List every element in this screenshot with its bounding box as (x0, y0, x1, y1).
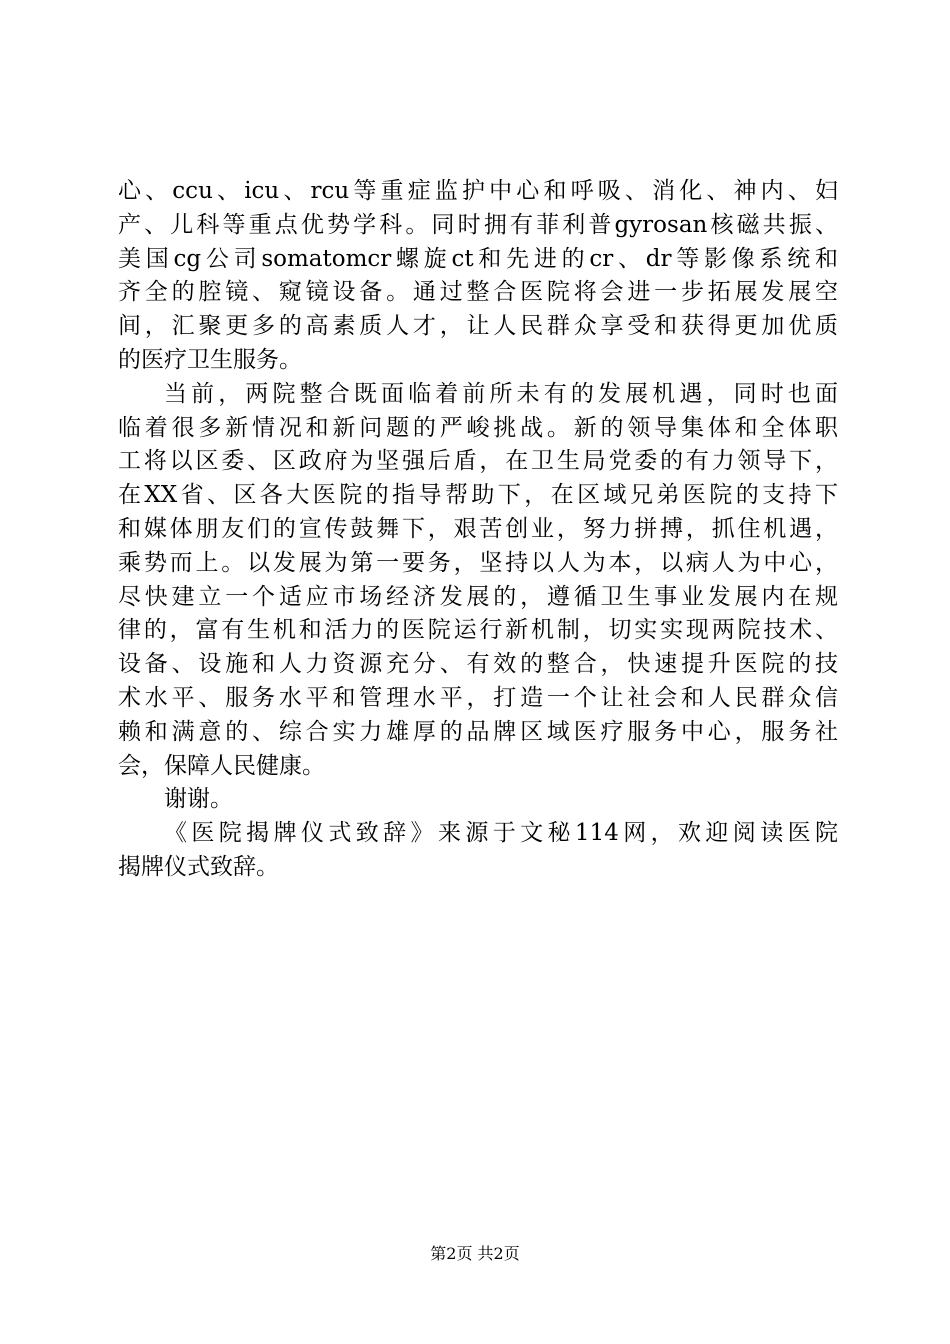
text-line: 间，汇聚更多的高素质人才，让人民群众享受和获得更加优质 (118, 313, 838, 340)
text-line: 《医院揭牌仪式致辞》来源于文秘114网，欢迎阅读医院 (164, 820, 838, 847)
text-line: 律的，富有生机和活力的医院运行新机制，切实实现两院技术、 (118, 617, 838, 644)
text-line: 尽快建立一个适应市场经济发展的，遵循卫生事业发展内在规 (118, 583, 838, 610)
page-number-footer: 第2页 共2页 (430, 1244, 520, 1263)
text-line: 工将以区委、区政府为坚强后盾，在卫生局党委的有力领导下， (118, 448, 838, 475)
text-line: 和媒体朋友们的宣传鼓舞下，艰苦创业，努力拼搏，抓住机遇， (118, 515, 838, 542)
text-line: 心、ccu、icu、rcu等重症监护中心和呼吸、消化、神内、妇 (118, 178, 838, 204)
paragraph-source-note (118, 817, 838, 885)
paragraph-integration-challenges (118, 378, 838, 784)
text-line: 会，保障人民健康。 (118, 752, 325, 779)
text-line: 揭牌仪式致辞。 (118, 853, 279, 880)
text-line: 在XX省、区各大医院的指导帮助下，在区域兄弟医院的支持下 (118, 482, 838, 509)
text-line: 美国cg公司somatomcr螺旋ct和先进的cr、dr等影像系统和 (118, 245, 838, 272)
text-line: 临着很多新情况和新问题的严峻挑战。新的领导集体和全体职 (118, 414, 838, 441)
text-line: 谢谢。 (164, 786, 233, 813)
text-line: 当前，两院整合既面临着前所未有的发展机遇，同时也面 (164, 380, 838, 407)
text-line: 乘势而上。以发展为第一要务，坚持以人为本，以病人为中心， (118, 549, 838, 576)
text-line: 赖和满意的、综合实力雄厚的品牌区域医疗服务中心，服务社 (118, 718, 838, 745)
paragraph-hospital-capabilities (118, 175, 838, 378)
paragraph-thanks (118, 783, 838, 817)
text-line: 术水平、服务水平和管理水平，打造一个让社会和人民群众信 (118, 684, 838, 711)
text-line: 的医疗卫生服务。 (118, 346, 302, 373)
text-line: 齐全的腔镜、窥镜设备。通过整合医院将会进一步拓展发展空 (118, 279, 838, 306)
text-line: 设备、设施和人力资源充分、有效的整合，快速提升医院的技 (118, 651, 838, 678)
text-line: 产、儿科等重点优势学科。同时拥有菲利普gyrosan核磁共振、 (118, 211, 838, 238)
document-body (118, 175, 838, 885)
